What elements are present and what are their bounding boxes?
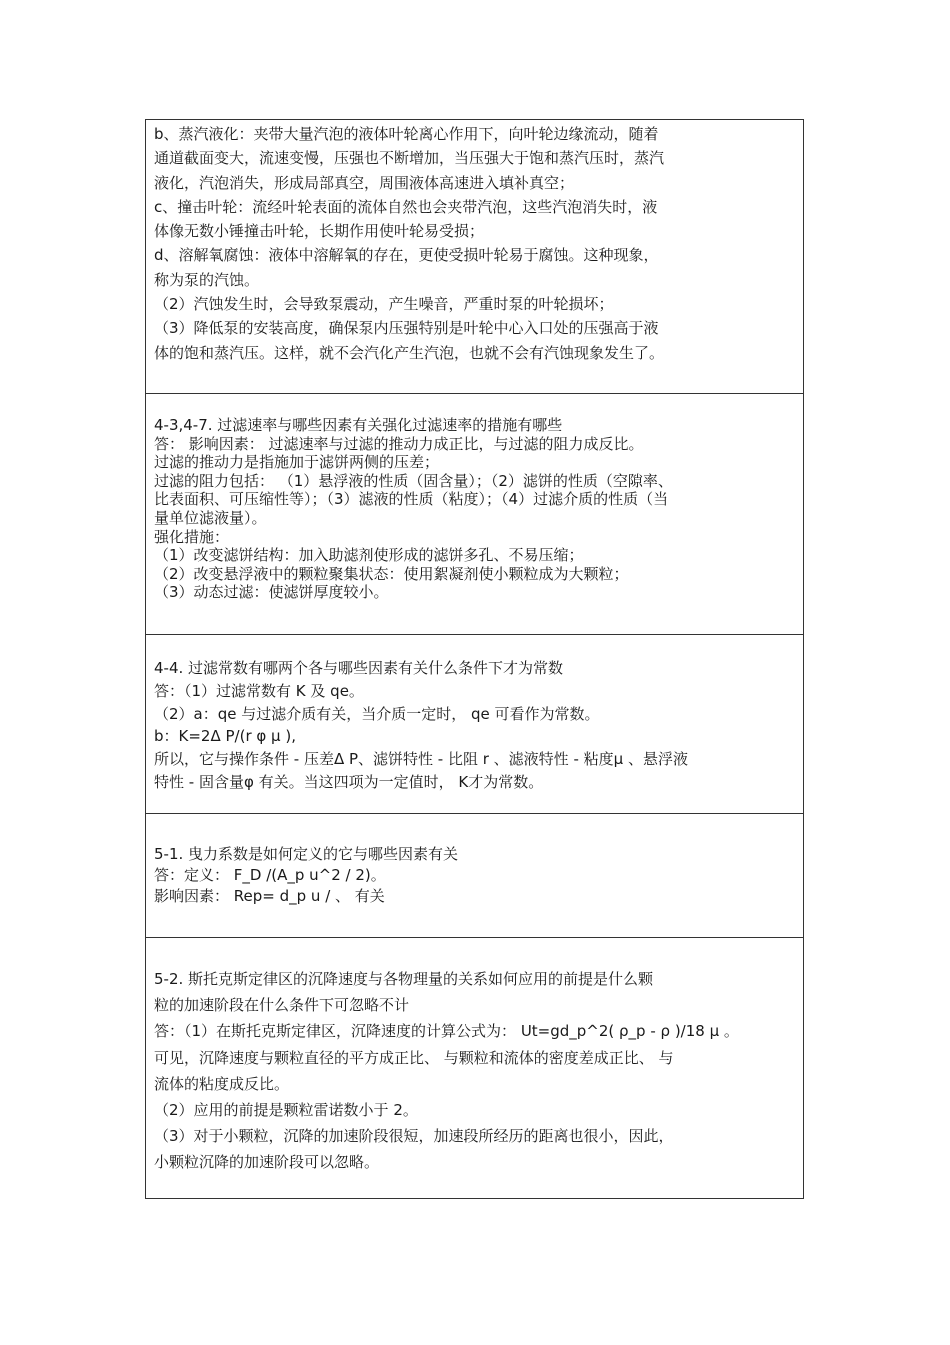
text-line: 体像无数小锤撞击叶轮，长期作用使叶轮易受损； — [154, 222, 485, 241]
text-line: 液化，汽泡消失，形成局部真空，周围液体高速进入填补真空； — [154, 173, 575, 192]
question-title: 5-2. 斯托克斯定律区的沉降速度与各物理量的关系如何应用的前提是什么颗 — [154, 970, 654, 988]
text-line: （3）对于小颗粒，沉降的加速阶段很短，加速段所经历的距离也很小，因此， — [154, 1127, 674, 1146]
text-line: （2）汽蚀发生时，会导致泵震动，产生噪音，严重时泵的叶轮损坏； — [154, 295, 614, 314]
table-cell-filtration-rate — [145, 394, 804, 635]
text-line: （3）动态过滤：使滤饼厚度较小。 — [154, 583, 389, 602]
text-line: c、撞击叶轮：流经叶轮表面的流体自然也会夹带汽泡，这些汽泡消失时，液 — [154, 197, 658, 216]
text-line: 强化措施： — [154, 527, 230, 546]
text-line: 过滤的阻力包括： （1）悬浮液的性质（固含量）；（2）滤饼的性质（空隙率、 — [154, 471, 673, 490]
text-line: 通道截面变大，流速变慢，压强也不断增加，当压强大于饱和蒸汽压时，蒸汽 — [154, 149, 665, 168]
text-line: 答： 影响因素： 过滤速率与过滤的推动力成正比，与过滤的阻力成反比。 — [154, 434, 644, 453]
text-line: d、溶解氧腐蚀：液体中溶解氧的存在，更使受损叶轮易于腐蚀。这种现象， — [154, 246, 659, 265]
text-line: 量单位滤液量）。 — [154, 508, 267, 527]
text-line: （1）改变滤饼结构：加入助滤剂使形成的滤饼多孔、不易压缩； — [154, 546, 584, 565]
text-line: 比表面积、可压缩性等）；（3）滤液的性质（粘度）；（4）过滤介质的性质（当 — [154, 490, 669, 509]
text-line: 所以，它与操作条件 - 压差Δ P、滤饼特性 - 比阻 r 、滤液特性 - 粘度μ 、悬浮液 — [154, 750, 688, 769]
table-cell-stokes-law — [145, 938, 804, 1199]
question-title: 5-1. 曳力系数是如何定义的它与哪些因素有关 — [154, 845, 459, 863]
text-line: （2）应用的前提是颗粒雷诺数小于 2。 — [154, 1101, 418, 1120]
text-line: 流体的粘度成反比。 — [154, 1074, 290, 1093]
question-title: 4-3,4-7. 过滤速率与哪些因素有关强化过滤速率的措施有哪些 — [154, 416, 563, 434]
text-line: b：K=2Δ P/(r φ μ ), — [154, 727, 296, 746]
text-line: 答：（1）在斯托克斯定律区，沉降速度的计算公式为： Ut=gd_p^2( ρ_p - ρ )/18 μ 。 — [154, 1022, 739, 1041]
text-line: 可见，沉降速度与颗粒直径的平方成正比、 与颗粒和流体的密度差成正比、 与 — [154, 1048, 674, 1067]
text-line: 答：（1）过滤常数有 K 及 qe。 — [154, 681, 364, 700]
text-line: 小颗粒沉降的加速阶段可以忽略。 — [154, 1153, 380, 1172]
table-cell-filtration-constants — [145, 635, 804, 814]
text-line: 过滤的推动力是指施加于滤饼两侧的压差； — [154, 453, 440, 472]
text-line: 答：定义： F_D /(A_p u^2 / 2)。 — [154, 866, 386, 884]
text-line: （2）a：qe 与过滤介质有关，当介质一定时， qe 可看作为常数。 — [154, 704, 600, 723]
table-cell-cavitation — [145, 119, 804, 394]
text-line: 影响因素： Rep= d_p u / 、 有关 — [154, 887, 385, 905]
text-line: （3）降低泵的安装高度，确保泵内压强特别是叶轮中心入口处的压强高于液 — [154, 319, 659, 338]
answer-table — [145, 119, 804, 1199]
text-line: b、蒸汽液化：夹带大量汽泡的液体叶轮离心作用下，向叶轮边缘流动，随着 — [154, 125, 659, 143]
table-cell-drag-coefficient — [145, 814, 804, 938]
text-line: 粒的加速阶段在什么条件下可忽略不计 — [154, 996, 410, 1015]
text-line: 体的饱和蒸汽压。这样，就不会汽化产生汽泡，也就不会有汽蚀现象发生了。 — [154, 343, 665, 362]
text-line: 称为泵的汽蚀。 — [154, 270, 260, 289]
text-line: （2）改变悬浮液中的颗粒聚集状态：使用絮凝剂使小颗粒成为大颗粒； — [154, 564, 629, 583]
text-line: 特性 - 固含量φ 有关。当这四项为一定值时， K才为常数。 — [154, 772, 544, 791]
question-title: 4-4. 过滤常数有哪两个各与哪些因素有关什么条件下才为常数 — [154, 659, 564, 677]
